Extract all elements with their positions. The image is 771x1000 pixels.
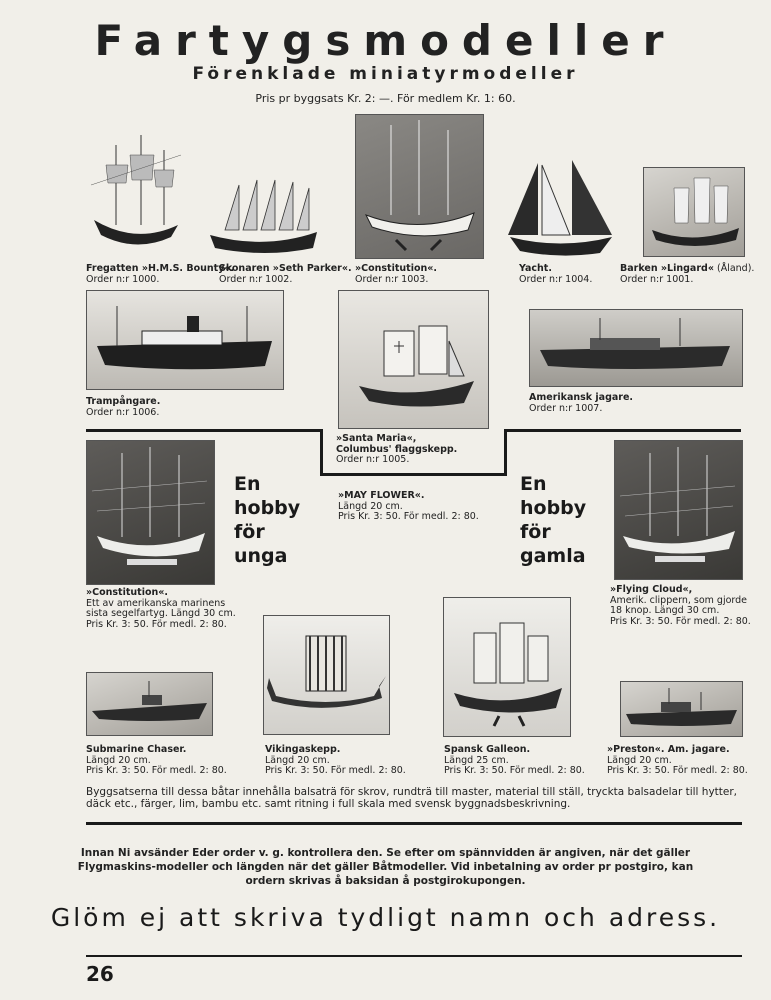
- caption-preston: »Preston«. Am. jagare. Längd 20 cm. Pris Kr. 3: 50. För medl. 2: 80.: [607, 744, 748, 776]
- ship-photo-seth-parker: [205, 170, 323, 260]
- divider-left: [86, 429, 323, 432]
- kit-description: Byggsatserna till dessa båtar innehålla balsaträ för skrov, rundträ till master, material till ställ, tryckta balsadelar till hytter, däck etc., färger, lim, bambu etc. samt ritning i full skala med svensk byggnadsbeskrivning.: [86, 786, 738, 810]
- page-number: 26: [86, 962, 114, 986]
- divider-notice-top: [86, 822, 742, 825]
- ship-photo-yacht: [500, 155, 620, 260]
- ship-photo-constitution-small: [355, 114, 484, 259]
- ship-photo-submarine-chaser: [86, 672, 213, 736]
- caption-santa-maria: »Santa Maria«, Columbus' flaggskepp. Order n:r 1005.: [336, 433, 458, 465]
- divider-footer: [86, 955, 742, 957]
- caption-constitution-large: »Constitution«. Ett av amerikanska marinens sista segelfartyg. Längd 30 cm. Pris Kr. 3: 50. För medl. 2: 80.: [86, 587, 236, 630]
- ship-photo-spansk-galleon: [443, 597, 571, 737]
- caption-seth-parker: Skonaren »Seth Parker«. Order n:r 1002.: [219, 263, 352, 285]
- ship-photo-flying-cloud: [614, 440, 743, 580]
- caption-spansk-galleon: Spansk Galleon. Längd 25 cm. Pris Kr. 3: 50. För medl. 2: 80.: [444, 744, 585, 776]
- ship-photo-amerikansk-jagare: [529, 309, 743, 387]
- ship-photo-santa-maria: [338, 290, 489, 429]
- caption-lingard: Barken »Lingard« (Åland). Order n:r 1001.: [620, 263, 755, 285]
- caption-constitution-small: »Constitution«. Order n:r 1003.: [355, 263, 437, 285]
- caption-yacht: Yacht. Order n:r 1004.: [519, 263, 593, 285]
- ship-photo-lingard: [643, 167, 745, 257]
- hobby-text-old: En hobby för gamla: [520, 473, 587, 567]
- divider-notch-left: [320, 429, 323, 476]
- caption-may-flower: »MAY FLOWER«. Längd 20 cm. Pris Kr. 3: 50. För medl. 2: 80.: [338, 490, 479, 522]
- page-title: Fartygsmodeller: [94, 16, 677, 65]
- divider-right: [504, 429, 741, 432]
- ship-photo-vikingaskepp: [263, 615, 390, 735]
- caption-bounty: Fregatten »H.M.S. Bounty«. Order n:r 1000.: [86, 263, 235, 285]
- hobby-text-young: En hobby för unga: [234, 473, 301, 567]
- divider-notch-right: [504, 429, 507, 476]
- page-subtitle: Förenklade miniatyrmodeller: [192, 64, 579, 84]
- order-notice: Innan Ni avsänder Eder order v. g. kontrollera den. Se efter om spännvidden är angiven, när det gäller Flygmaskins-modeller och längden när det gäller Båtmodeller. Vid inbetalning av order pr postgiro, kan ordern skrivas å baksidan å postgirokupongen.: [77, 847, 694, 887]
- caption-amerikansk-jagare: Amerikansk jagare. Order n:r 1007.: [529, 392, 634, 414]
- caption-submarine-chaser: Submarine Chaser. Längd 20 cm. Pris Kr. 3: 50. För medl. 2: 80.: [86, 744, 227, 776]
- ship-photo-preston: [620, 681, 743, 737]
- ship-photo-bounty: [86, 125, 186, 260]
- ship-photo-trampangare: [86, 290, 284, 390]
- divider-notch-bottom: [320, 473, 507, 476]
- ship-photo-constitution-large: [86, 440, 215, 585]
- caption-flying-cloud: »Flying Cloud«, Amerik. clippern, som gjorde 18 knop. Längd 30 cm. Pris Kr. 3: 50. För medl. 2: 80.: [610, 584, 751, 627]
- price-line: Pris pr byggsats Kr. 2: —. För medlem Kr. 1: 60.: [255, 92, 516, 105]
- caption-trampangare: Trampångare. Order n:r 1006.: [86, 396, 161, 418]
- caption-vikingaskepp: Vikingaskepp. Längd 20 cm. Pris Kr. 3: 50. För medl. 2: 80.: [265, 744, 406, 776]
- reminder-text: Glöm ej att skriva tydligt namn och adress.: [50, 903, 721, 932]
